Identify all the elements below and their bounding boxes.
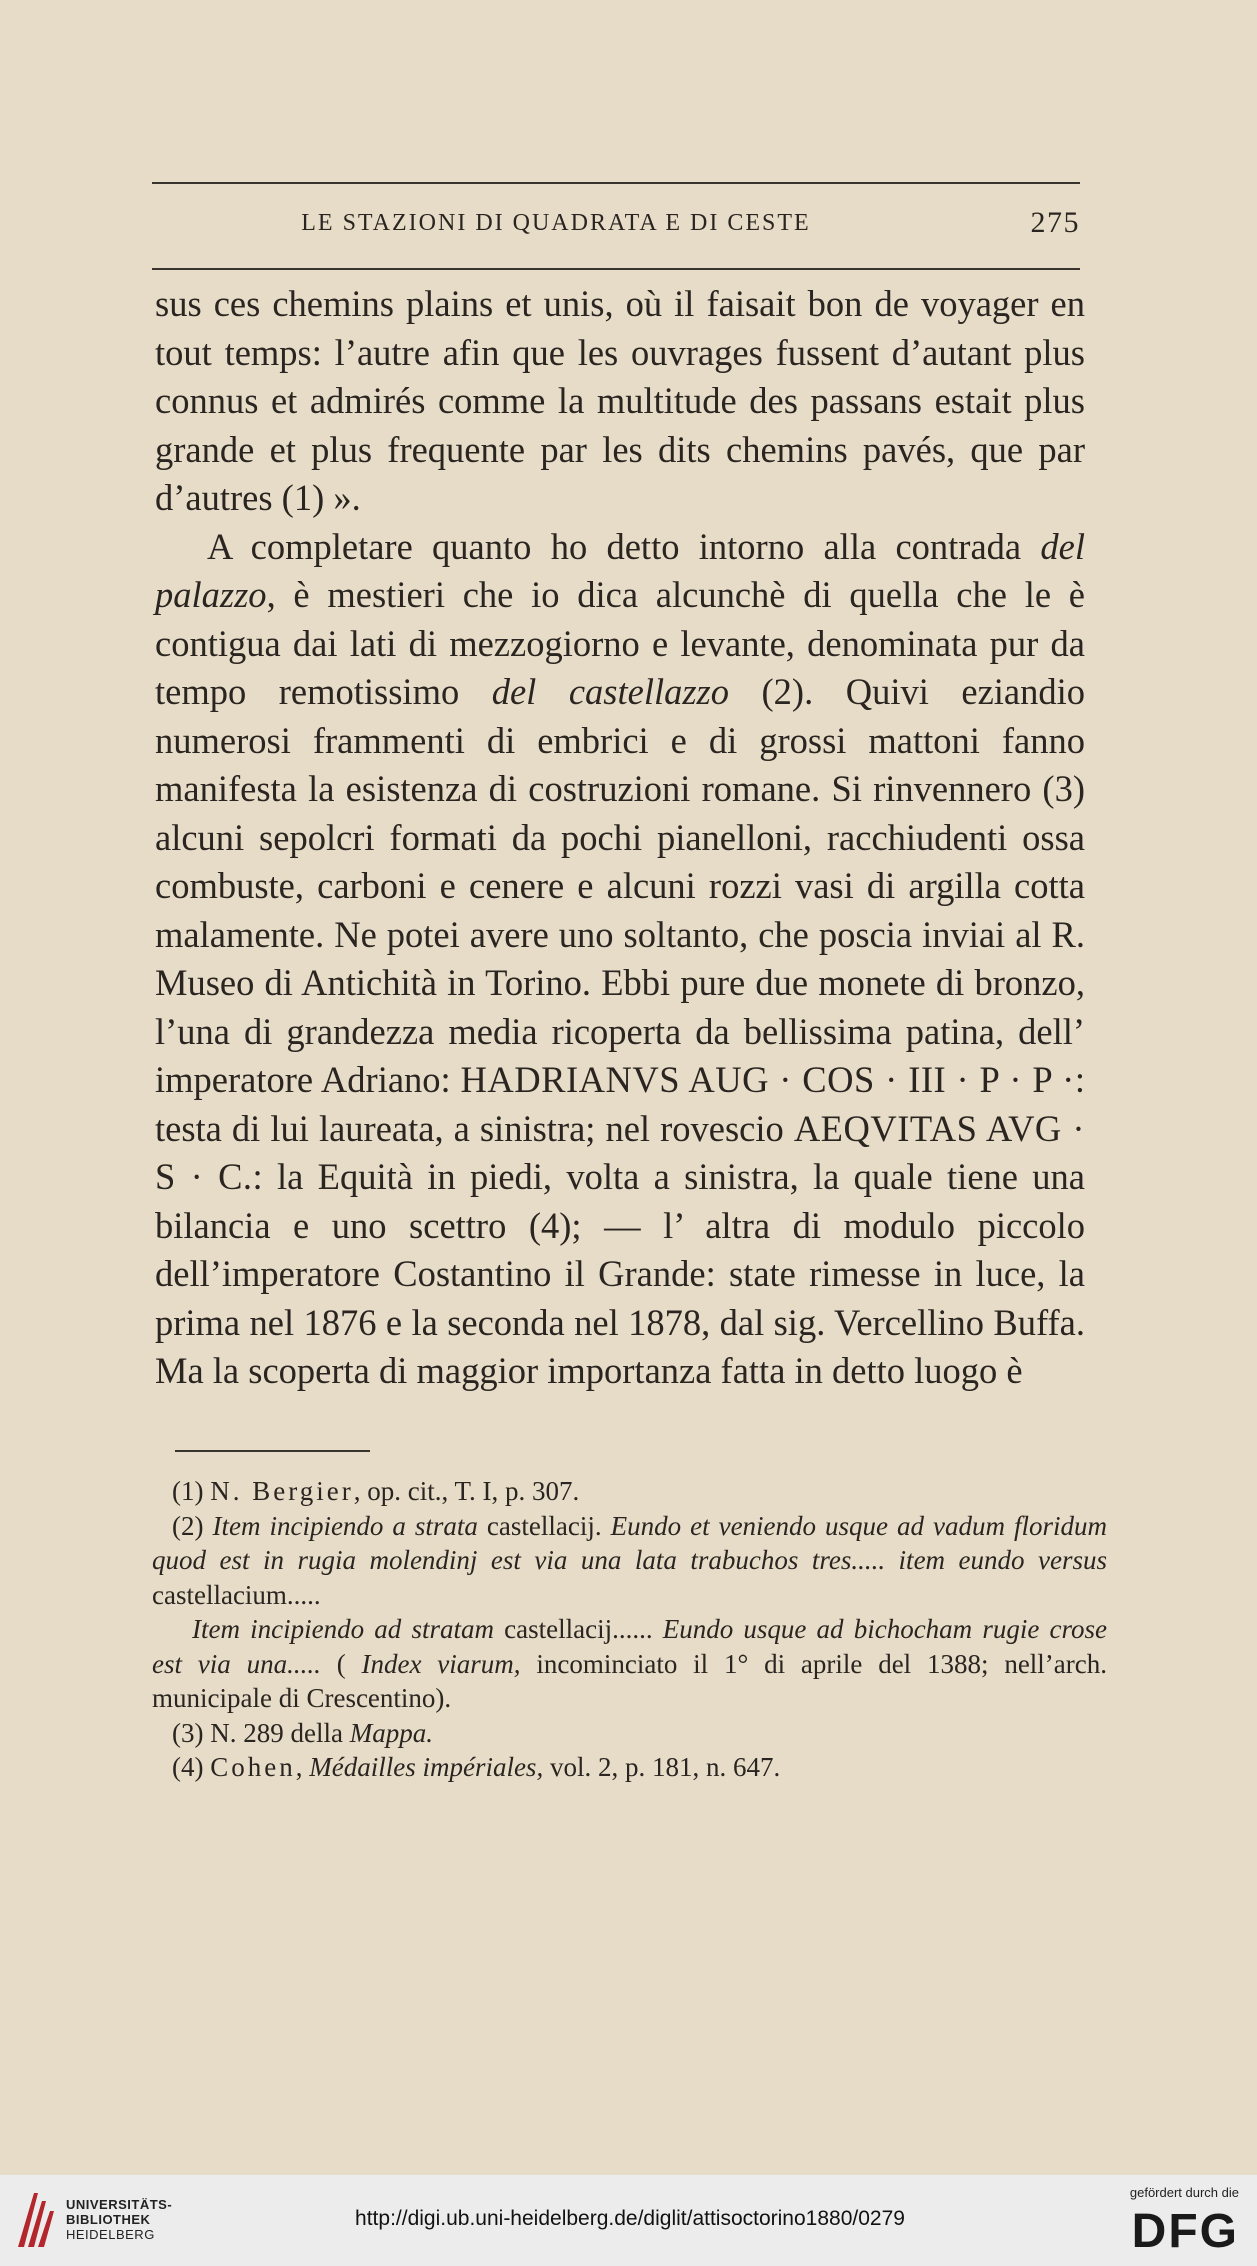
paragraph-2: A completare quanto ho detto intorno alla contrada del palazzo, è mestieri che io dica alcunchè di quella che le è contigua dai lati di mezzogiorno e levante, denominata pur da tempo remotissimo del castellazzo (2). Quivi eziandio numerosi frammenti di embrici e di grossi mattoni fanno manifesta la esistenza di costruzioni romane. Si rinvennero (3) alcuni sepolcri formati da pochi pianelloni, racchiudenti ossa combuste, carboni e cenere e alcuni rozzi vasi di argilla cotta malamente. Ne potei avere uno soltanto, che poscia inviai al R. Museo di Antichità in Torino. Ebbi pure due monete di bronzo, l’una di grandezza media ricoperta da bellissima patina, dell’ imperatore Adriano: HADRIANVS AUG · COS · III · P · P ·: testa di lui laureata, a sinistra; nel rovescio AEQVITAS AVG · S · C.: la Equità in piedi, volta a sinistra, la quale tiene una bilancia e uno scettro (4); — l’ altra di modulo piccolo dell’imperatore Costantino il Grande: state rimesse in luce, la prima nel 1876 e la seconda nel 1878, dal sig. Vercellino Buffa. Ma la scoperta di maggior importanza fatta in detto luogo è (155, 525, 1085, 1391)
footnotes (152, 1474, 1108, 1785)
main-text (155, 280, 1085, 1396)
paragraph-1: sus ces chemins plains et unis, où il faisait bon de voyager en tout temps: l’autre afin que les ouvrages fussent d’autant plus connus et admirés comme la multitude des passans estait plus grande et plus frequente par les dits chemins pavés, que par d’autres (1) ». (155, 283, 1085, 518)
funding-note: gefördert durch die (1129, 2185, 1239, 2200)
header-rule-top (152, 182, 1080, 184)
footnote-2-continued: Item incipiendo ad stratam castellacij...... Eundo usque ad bichocham rugie crose est via una..... ( Index viarum, incominciato il 1° di aprile del 1388; nell’arch. municipale di Crescentino). (152, 1614, 1108, 1713)
library-name[interactable]: UNIVERSITÄTS- BIBLIOTHEK HEIDELBERG (66, 2197, 173, 2242)
running-head (152, 206, 1080, 246)
coin-inscription-reverse: AEQVITAS AVG · S · C. (155, 1107, 1085, 1197)
running-head-title: LE STAZIONI DI QUADRATA E DI CESTE (301, 210, 811, 236)
dfg-logo[interactable]: DFG (1131, 2205, 1239, 2258)
term-del-palazzo: del palazzo (155, 525, 1085, 615)
footnote-2: (2) Item incipiendo a strata castellacij. Eundo et veniendo usque ad vadum floridum quod est in rugia molendinj est via una lata trabuchos tres..... item eundo versus castellacium..... (152, 1510, 1108, 1610)
permalink-url[interactable]: http://digi.ub.uni-heidelberg.de/diglit/attisoctorino1880/0279 (355, 2207, 905, 2230)
library-logo-icon[interactable] (14, 2189, 56, 2251)
term-del-castellazzo: del castellazzo (491, 671, 730, 712)
coin-inscription-obverse: HADRIANVS AUG · COS · III · P · P · (460, 1059, 1075, 1100)
footnote-1: (1) N. Bergier, op. cit., T. I, p. 307. (172, 1476, 580, 1506)
footnote-4: (4) Cohen, Médailles impériales, vol. 2, p. 181, n. 647. (172, 1752, 781, 1782)
footnote-3: (3) N. 289 della Mappa. (172, 1717, 433, 1748)
viewer-footer (0, 2175, 1257, 2266)
footnote-separator (175, 1450, 370, 1452)
header-rule-bottom (152, 268, 1080, 270)
page-number: 275 (1030, 206, 1080, 239)
